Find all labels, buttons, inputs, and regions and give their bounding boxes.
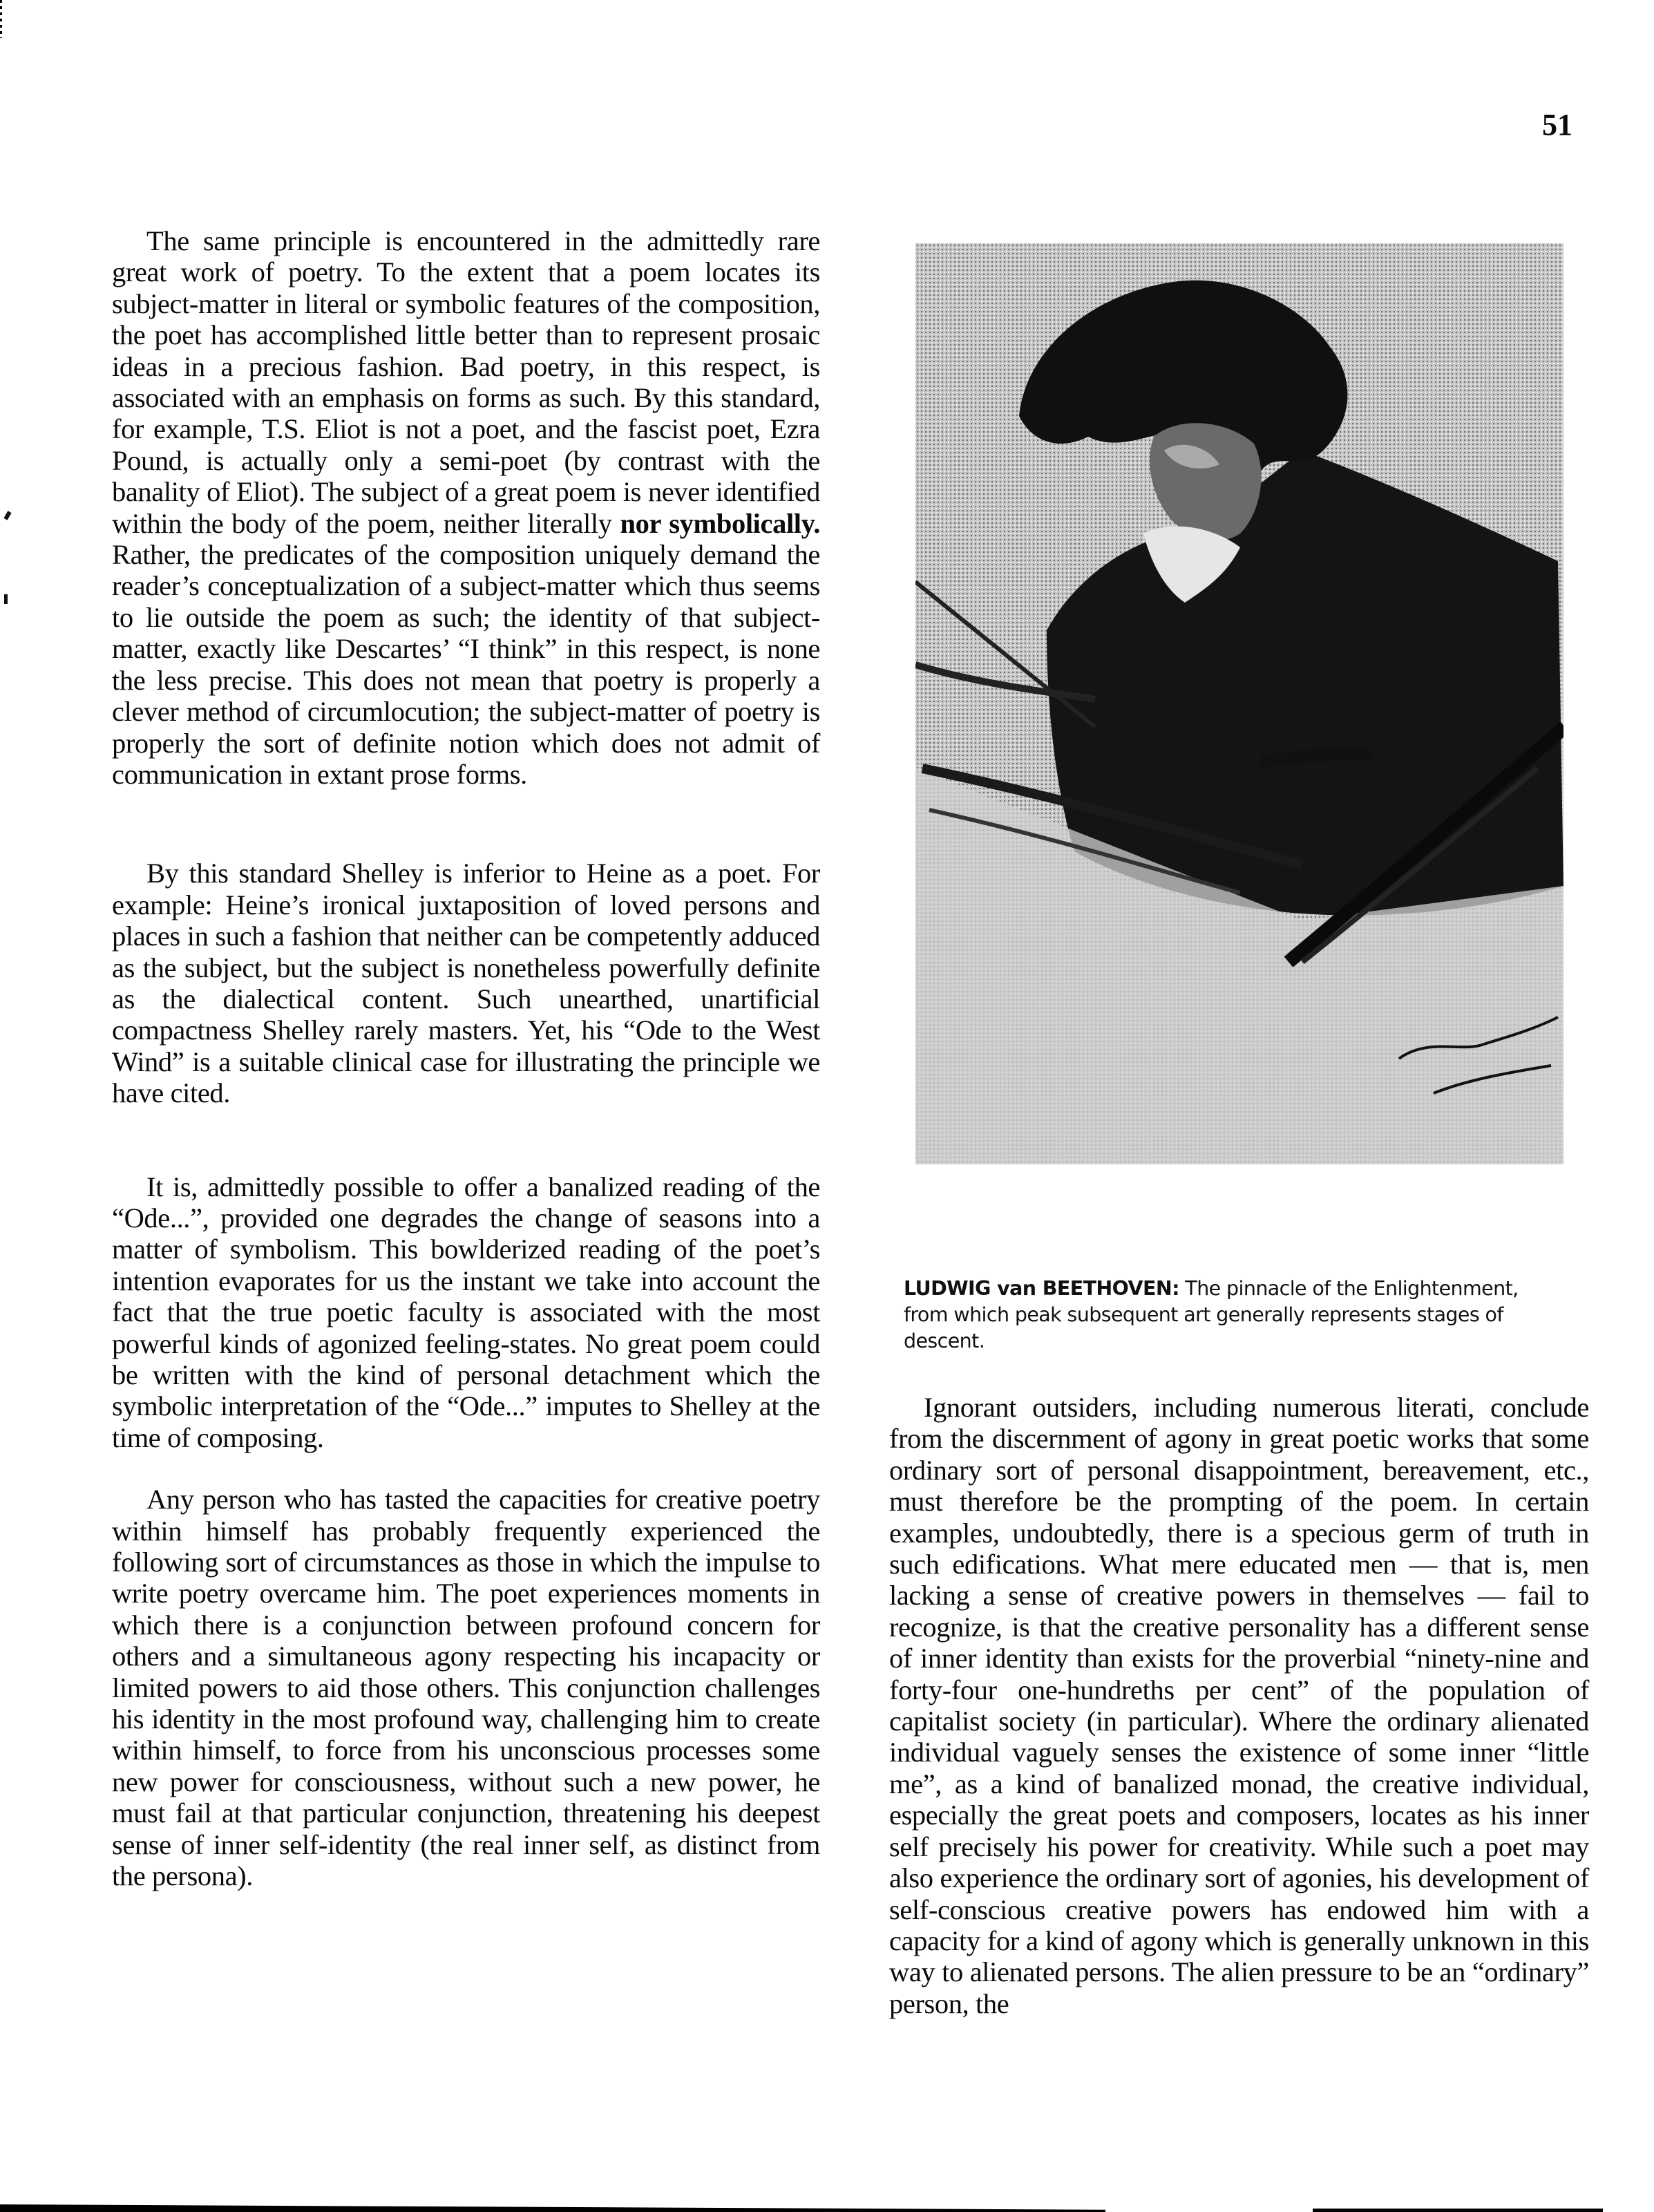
right-column xyxy=(889,1392,1589,2019)
paragraph: By this standard Shelley is inferior to Heine as a poet. For example: Heine’s ironical juxtaposition of loved persons and places in such a fashion that neither can be competently adduced as the subject, but the subject is nonetheless powerfully definite as the dialectical content. Such unearthed, unartificial compactness Shelley rarely masters. Yet, his “Ode to the West Wind” is a suitable clinical case for illustrating the principle we have cited. xyxy=(112,858,820,1109)
caption-title: LUDWIG van BEETHOVEN: xyxy=(904,1277,1179,1300)
paragraph-text: The same principle is encountered in the admittedly rare great work of poetry. To the extent that a poem locates its subject-matter in literal or symbolic features of the composition, the poet has accomplished little better than to represent prosaic ideas in a precious fashion. Bad poetry, in this respect, is associated with an emphasis on forms as such. By this standard, for example, T.S. Eliot is not a poet, and the fascist poet, Ezra Pound, is actually only a semi-poet (by contrast with the banality of Eliot). The subject of a great poem is never identified within the body of the poem, neither literally xyxy=(112,225,820,539)
figure-caption xyxy=(904,1276,1567,1354)
margin-mark xyxy=(3,511,11,520)
paragraph: Any person who has tasted the capacities for creative poetry within himself has probably frequently experienced the following sort of circumstances as those in which the impulse to write poetry overcame him. The poet experiences moments in which there is a conjunction between profound concern for others and a simultaneous agony respecting his incapacity or limited powers to aid those others. This conjunction challenges his identity in the most profound way, challenging him to create within himself, to force from his unconscious processes some new power for consciousness, without such a new power, he must fail at that particular conjunction, threatening his deepest sense of inner self-identity (the real inner self, as distinct from the persona). xyxy=(112,1484,820,1892)
beethoven-portrait-image xyxy=(915,243,1563,1164)
paragraph: Ignorant outsiders, including numerous literati, conclude from the discernment of agony in great poetic works that some ordinary sort of personal disappointment, bereavement, etc., must therefore be the prompting of the poem. In certain examples, undoubtedly, there is a specious germ of truth in such edifications. What mere educated men — that is, men lacking a sense of creative powers in themselves — fail to recognize, is that the creative personality has a different sense of inner identity than exists for the proverbial “ninety-nine and forty-four one-hundreths per cent” of the population of capitalist society (in particular). Where the ordinary alienated individual vaguely senses the existence of some inner “little me”, as a kind of banalized monad, the creative individual, especially the great poets and composers, locates as his inner self precisely his power for creativity. While such a poet may also experience the ordinary sort of agonies, his development of self-conscious creative powers has endowed him with a capacity for a kind of agony which is generally unknown in this way to alienated persons. The alien pressure to be an “ordinary” person, the xyxy=(889,1392,1589,2019)
page-number: 51 xyxy=(1542,108,1572,142)
scan-edge-mark xyxy=(0,0,2,38)
emphasis-text: nor symbolically. xyxy=(620,507,820,539)
left-column xyxy=(112,225,820,1892)
paragraph-text: Rather, the predicates of the composition uniquely demand the reader’s conceptualization of a subject-matter which thus seems to lie outside the poem as such; the identity of that subject-matter, exactly like Descartes’ “I think” in this respect, is none the less precise. This does not mean that poetry is properly a clever method of circumlocution; the subject-matter of poetry is properly the sort of definite notion which does not admit of communication in extant prose forms. xyxy=(112,539,820,790)
portrait-drawing xyxy=(915,243,1563,1164)
scan-bottom-edge xyxy=(0,2204,1105,2212)
caption-text: The pinnacle of the Enlightenment, from which peak subsequent art generally represents stages of descent. xyxy=(904,1277,1519,1352)
paragraph xyxy=(112,225,820,790)
paragraph: It is, admittedly possible to offer a banalized reading of the “Ode...”, provided one degrades the change of seasons into a matter of symbolism. This bowlderized reading of the poet’s intention evaporates for us the instant we take into account the fact that the true poetic faculty is associated with the most powerful kinds of agonized feeling-states. No great poem could be written with the kind of personal detachment which the symbolic interpretation of the “Ode...” imputes to Shelley at the time of composing. xyxy=(112,1171,820,1453)
scan-bottom-edge xyxy=(1313,2209,1603,2212)
margin-mark xyxy=(4,594,8,604)
